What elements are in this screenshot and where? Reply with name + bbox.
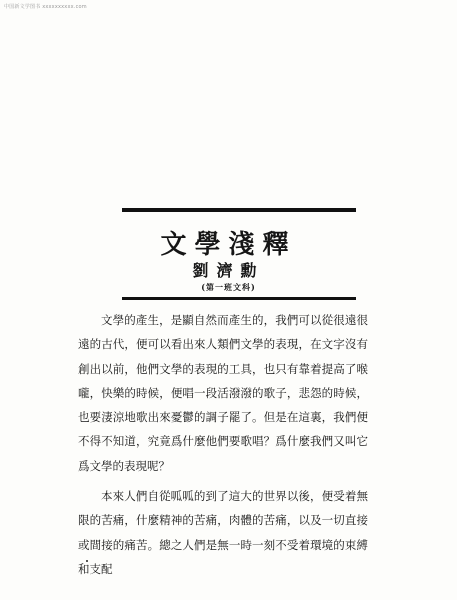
article-title: 文學淺釋 [160,230,297,260]
body-paragraph: 本來人們自從呱呱的到了這大的世界以後，便受着無限的苦痛，什麼精神的苦痛，肉體的苦痛，以及一切直接或間接的痛苦。總之人們是無一時一刻不受着環境的束縛和支配 [78,489,368,576]
top-divider-rule [122,208,356,212]
watermark-text: 中国新文学图书 xxxxxxxxxx.com [4,4,87,10]
bottom-divider-rule [122,297,356,300]
article-body [78,308,368,581]
body-paragraph: 文學的產生，是顯自然而產生的，我們可以從很遠很遠的古代，便可以看出來人類們文學的表現，在文字沒有創出以前，他們文學的表現的工具，也只有靠着提高了喉嚨，快樂的時候，便唱一段活潑潑的歌子，悲怨的時候，也要淒涼地歌出來憂鬱的調子罷了。但是在這裏，我們便不得不知道，究竟爲什麼他們要歌唱？爲什麼我們又叫它爲文學的表現呢？ [78,313,368,473]
author-name: 劉濟勳 [192,261,265,280]
author-class-info: (第一班文科) [201,282,256,292]
print-speck [86,560,88,562]
